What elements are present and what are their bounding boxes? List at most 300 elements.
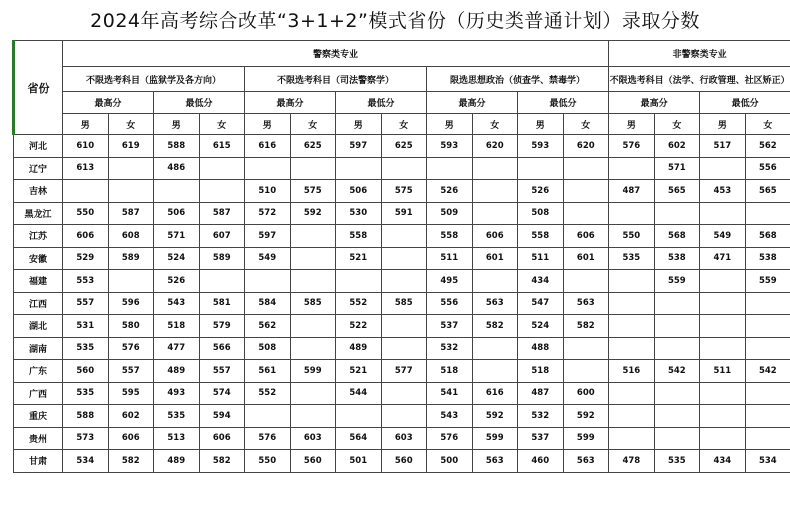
score-cell	[381, 247, 427, 270]
male-header: 男	[336, 114, 382, 135]
subject-header: 不限选考科目（司法警察学）	[245, 67, 427, 92]
score-cell	[609, 157, 655, 180]
score-cell: 486	[154, 157, 200, 180]
score-cell: 579	[199, 315, 245, 338]
score-cell: 511	[427, 247, 473, 270]
score-cell: 434	[700, 450, 746, 473]
score-cell: 487	[518, 382, 564, 405]
score-cell	[381, 157, 427, 180]
score-cell	[472, 360, 518, 383]
max-score-header: 最高分	[609, 92, 700, 114]
score-cell: 508	[245, 337, 291, 360]
province-cell: 河北	[14, 135, 63, 158]
province-cell: 甘肃	[14, 450, 63, 473]
score-cell: 541	[427, 382, 473, 405]
score-cell: 560	[290, 450, 336, 473]
score-cell: 543	[427, 405, 473, 428]
score-cell: 581	[199, 292, 245, 315]
score-cell	[745, 202, 790, 225]
score-cell	[199, 157, 245, 180]
score-cell	[745, 405, 790, 428]
score-cell: 589	[199, 247, 245, 270]
score-cell	[290, 315, 336, 338]
score-cell: 550	[609, 225, 655, 248]
score-cell: 553	[63, 270, 109, 293]
score-cell: 542	[745, 360, 790, 383]
score-cell: 516	[609, 360, 655, 383]
score-cell: 620	[563, 135, 609, 158]
score-cell	[609, 405, 655, 428]
table-row	[14, 360, 790, 383]
score-cell: 594	[199, 405, 245, 428]
score-cell: 535	[63, 382, 109, 405]
score-cell	[336, 270, 382, 293]
table-row	[14, 247, 790, 270]
subject-header: 不限选考科目（法学、行政管理、社区矫正）	[609, 67, 790, 92]
score-cell: 532	[518, 405, 564, 428]
province-header: 省份	[14, 41, 63, 135]
score-cell: 558	[336, 225, 382, 248]
score-cell: 535	[609, 247, 655, 270]
score-cell	[245, 405, 291, 428]
score-cell: 558	[518, 225, 564, 248]
score-cell: 625	[381, 135, 427, 158]
score-cell	[108, 157, 154, 180]
score-cell	[700, 337, 746, 360]
score-cell: 564	[336, 427, 382, 450]
female-header: 女	[199, 114, 245, 135]
score-cell: 500	[427, 450, 473, 473]
score-cell: 606	[108, 427, 154, 450]
score-cell	[700, 405, 746, 428]
province-cell: 湖南	[14, 337, 63, 360]
score-cell	[745, 337, 790, 360]
table-row	[14, 382, 790, 405]
score-cell	[472, 337, 518, 360]
score-cell: 584	[245, 292, 291, 315]
score-cell: 571	[654, 157, 700, 180]
score-cell	[745, 292, 790, 315]
score-cell: 587	[199, 202, 245, 225]
score-cell: 571	[154, 225, 200, 248]
male-header: 男	[609, 114, 655, 135]
score-cell	[654, 202, 700, 225]
score-cell: 607	[199, 225, 245, 248]
score-cell: 602	[108, 405, 154, 428]
max-score-header: 最高分	[427, 92, 518, 114]
score-cell: 535	[654, 450, 700, 473]
score-cell: 511	[518, 247, 564, 270]
score-cell: 588	[63, 405, 109, 428]
score-cell	[700, 292, 746, 315]
score-cell	[381, 315, 427, 338]
score-cell: 521	[336, 247, 382, 270]
province-cell: 辽宁	[14, 157, 63, 180]
score-cell	[654, 337, 700, 360]
score-cell: 489	[154, 450, 200, 473]
score-cell: 591	[381, 202, 427, 225]
province-cell: 吉林	[14, 180, 63, 203]
score-cell: 506	[154, 202, 200, 225]
score-cell: 526	[154, 270, 200, 293]
score-cell: 518	[154, 315, 200, 338]
score-cell: 552	[245, 382, 291, 405]
score-cell: 489	[336, 337, 382, 360]
male-header: 男	[700, 114, 746, 135]
score-cell: 501	[336, 450, 382, 473]
score-cell: 606	[199, 427, 245, 450]
score-cell: 576	[108, 337, 154, 360]
min-score-header: 最低分	[336, 92, 427, 114]
female-header: 女	[381, 114, 427, 135]
score-cell: 506	[336, 180, 382, 203]
score-cell	[609, 427, 655, 450]
score-cell: 563	[472, 292, 518, 315]
table-row	[14, 180, 790, 203]
score-cell: 601	[472, 247, 518, 270]
score-cell: 606	[472, 225, 518, 248]
score-cell: 521	[336, 360, 382, 383]
score-cell: 615	[199, 135, 245, 158]
score-cell	[609, 315, 655, 338]
score-cell: 552	[336, 292, 382, 315]
score-cell: 593	[518, 135, 564, 158]
score-cell	[290, 225, 336, 248]
score-cell: 513	[154, 427, 200, 450]
score-cell: 561	[245, 360, 291, 383]
score-cell	[654, 292, 700, 315]
score-cell: 602	[654, 135, 700, 158]
score-cell: 563	[563, 450, 609, 473]
non-police-group-header: 非警察类专业	[609, 41, 790, 67]
female-header: 女	[108, 114, 154, 135]
score-cell	[745, 382, 790, 405]
score-cell: 529	[63, 247, 109, 270]
table-row	[14, 157, 790, 180]
score-cell: 585	[290, 292, 336, 315]
score-cell	[700, 270, 746, 293]
province-cell: 江苏	[14, 225, 63, 248]
score-cell	[108, 180, 154, 203]
score-cell	[563, 180, 609, 203]
score-cell: 600	[563, 382, 609, 405]
score-cell: 606	[63, 225, 109, 248]
subject-header: 限选思想政治（侦查学、禁毒学）	[427, 67, 609, 92]
score-cell: 592	[472, 405, 518, 428]
score-cell	[472, 157, 518, 180]
table-row	[14, 270, 790, 293]
score-cell: 434	[518, 270, 564, 293]
female-header: 女	[654, 114, 700, 135]
score-cell: 509	[427, 202, 473, 225]
score-cell	[290, 270, 336, 293]
score-cell	[654, 427, 700, 450]
score-cell	[290, 382, 336, 405]
score-cell	[199, 270, 245, 293]
score-cell: 532	[427, 337, 473, 360]
table-row	[14, 427, 790, 450]
score-cell: 616	[472, 382, 518, 405]
score-cell: 508	[518, 202, 564, 225]
score-cell	[700, 427, 746, 450]
score-cell	[108, 270, 154, 293]
score-cell	[381, 382, 427, 405]
score-cell: 565	[654, 180, 700, 203]
score-cell: 544	[336, 382, 382, 405]
female-header: 女	[290, 114, 336, 135]
score-cell	[336, 157, 382, 180]
score-cell: 559	[654, 270, 700, 293]
score-cell: 549	[700, 225, 746, 248]
score-cell: 524	[518, 315, 564, 338]
score-cell	[563, 270, 609, 293]
score-cell	[381, 337, 427, 360]
score-cell: 550	[63, 202, 109, 225]
score-cell: 495	[427, 270, 473, 293]
score-cell: 557	[63, 292, 109, 315]
score-cell: 560	[63, 360, 109, 383]
score-cell: 582	[472, 315, 518, 338]
score-cell: 599	[472, 427, 518, 450]
score-cell: 562	[745, 135, 790, 158]
score-cell: 588	[154, 135, 200, 158]
score-cell: 599	[290, 360, 336, 383]
score-cell: 565	[745, 180, 790, 203]
score-cell: 606	[563, 225, 609, 248]
province-cell: 贵州	[14, 427, 63, 450]
score-cell	[381, 405, 427, 428]
police-group-header: 警察类专业	[63, 41, 609, 67]
province-cell: 江西	[14, 292, 63, 315]
score-cell: 563	[472, 450, 518, 473]
score-cell: 489	[154, 360, 200, 383]
province-cell: 福建	[14, 270, 63, 293]
score-cell: 526	[427, 180, 473, 203]
score-cell: 576	[609, 135, 655, 158]
score-cell: 493	[154, 382, 200, 405]
min-score-header: 最低分	[154, 92, 245, 114]
province-cell: 黑龙江	[14, 202, 63, 225]
score-cell: 558	[427, 225, 473, 248]
score-cell	[472, 202, 518, 225]
score-cell	[563, 360, 609, 383]
male-header: 男	[245, 114, 291, 135]
score-cell: 534	[63, 450, 109, 473]
male-header: 男	[63, 114, 109, 135]
score-cell: 563	[563, 292, 609, 315]
score-cell	[609, 270, 655, 293]
score-cell: 620	[472, 135, 518, 158]
score-cell: 560	[381, 450, 427, 473]
score-cell: 517	[700, 135, 746, 158]
score-cell: 453	[700, 180, 746, 203]
score-cell: 557	[108, 360, 154, 383]
score-cell: 526	[518, 180, 564, 203]
score-cell	[700, 315, 746, 338]
score-cell: 488	[518, 337, 564, 360]
score-cell	[654, 382, 700, 405]
score-cell	[245, 157, 291, 180]
score-cell: 478	[609, 450, 655, 473]
score-cell: 585	[381, 292, 427, 315]
score-cell: 556	[745, 157, 790, 180]
male-header: 男	[427, 114, 473, 135]
score-cell	[563, 202, 609, 225]
score-cell	[700, 157, 746, 180]
score-cell	[290, 405, 336, 428]
score-cell	[609, 202, 655, 225]
score-cell: 616	[245, 135, 291, 158]
score-cell: 537	[518, 427, 564, 450]
score-cell: 549	[245, 247, 291, 270]
table-row	[14, 135, 790, 158]
score-cell: 559	[745, 270, 790, 293]
score-cell: 568	[745, 225, 790, 248]
score-cell: 531	[63, 315, 109, 338]
score-cell	[609, 382, 655, 405]
score-cell: 619	[108, 135, 154, 158]
score-cell	[563, 337, 609, 360]
table-row	[14, 315, 790, 338]
score-cell	[63, 180, 109, 203]
score-cell: 487	[609, 180, 655, 203]
score-cell: 556	[427, 292, 473, 315]
score-cell: 610	[63, 135, 109, 158]
max-score-header: 最高分	[245, 92, 336, 114]
score-cell: 543	[154, 292, 200, 315]
score-cell: 538	[654, 247, 700, 270]
score-cell: 597	[336, 135, 382, 158]
score-cell	[563, 157, 609, 180]
score-cell: 566	[199, 337, 245, 360]
min-score-header: 最低分	[700, 92, 790, 114]
score-cell: 535	[154, 405, 200, 428]
score-cell	[700, 202, 746, 225]
score-cell: 460	[518, 450, 564, 473]
score-cell	[472, 180, 518, 203]
score-cell	[290, 337, 336, 360]
table-row	[14, 292, 790, 315]
score-cell	[654, 405, 700, 428]
max-score-header: 最高分	[63, 92, 154, 114]
score-cell: 576	[427, 427, 473, 450]
score-cell	[290, 247, 336, 270]
province-cell: 广西	[14, 382, 63, 405]
score-cell: 580	[108, 315, 154, 338]
score-cell: 582	[563, 315, 609, 338]
province-cell: 安徽	[14, 247, 63, 270]
province-cell: 湖北	[14, 315, 63, 338]
score-cell: 537	[427, 315, 473, 338]
admission-score-table	[12, 40, 790, 473]
score-cell: 522	[336, 315, 382, 338]
score-cell: 576	[245, 427, 291, 450]
subject-header: 不限选考科目（监狱学及各方向）	[63, 67, 245, 92]
score-cell: 587	[108, 202, 154, 225]
score-cell	[427, 157, 473, 180]
score-cell	[518, 157, 564, 180]
province-cell: 广东	[14, 360, 63, 383]
score-cell: 593	[427, 135, 473, 158]
score-cell	[381, 270, 427, 293]
score-cell: 582	[199, 450, 245, 473]
score-cell: 538	[745, 247, 790, 270]
score-cell: 575	[290, 180, 336, 203]
score-cell	[654, 315, 700, 338]
male-header: 男	[154, 114, 200, 135]
score-cell: 510	[245, 180, 291, 203]
score-cell: 511	[700, 360, 746, 383]
score-cell: 530	[336, 202, 382, 225]
female-header: 女	[472, 114, 518, 135]
score-cell: 599	[563, 427, 609, 450]
table-row	[14, 202, 790, 225]
score-cell: 524	[154, 247, 200, 270]
score-cell	[381, 225, 427, 248]
score-cell: 534	[745, 450, 790, 473]
score-cell	[745, 315, 790, 338]
score-cell	[745, 427, 790, 450]
score-cell: 596	[108, 292, 154, 315]
score-cell: 568	[654, 225, 700, 248]
score-cell	[199, 180, 245, 203]
score-cell: 518	[518, 360, 564, 383]
score-cell: 518	[427, 360, 473, 383]
score-cell: 597	[245, 225, 291, 248]
score-cell: 574	[199, 382, 245, 405]
score-cell: 535	[63, 337, 109, 360]
page-title: 2024年高考综合改革“3+1+2”模式省份（历史类普通计划）录取分数	[90, 10, 700, 32]
score-cell: 608	[108, 225, 154, 248]
table-row	[14, 450, 790, 473]
score-cell: 625	[290, 135, 336, 158]
score-cell: 477	[154, 337, 200, 360]
score-cell: 592	[290, 202, 336, 225]
score-cell	[472, 270, 518, 293]
score-cell: 575	[381, 180, 427, 203]
score-cell: 550	[245, 450, 291, 473]
score-cell: 589	[108, 247, 154, 270]
score-cell	[154, 180, 200, 203]
score-cell	[609, 292, 655, 315]
score-cell: 577	[381, 360, 427, 383]
score-cell	[609, 337, 655, 360]
score-cell: 603	[290, 427, 336, 450]
score-cell	[245, 270, 291, 293]
score-cell: 573	[63, 427, 109, 450]
score-cell: 542	[654, 360, 700, 383]
score-cell: 601	[563, 247, 609, 270]
female-header: 女	[563, 114, 609, 135]
score-cell: 595	[108, 382, 154, 405]
table-row	[14, 405, 790, 428]
province-cell: 重庆	[14, 405, 63, 428]
score-cell: 471	[700, 247, 746, 270]
score-cell: 592	[563, 405, 609, 428]
score-cell	[336, 405, 382, 428]
min-score-header: 最低分	[518, 92, 609, 114]
female-header: 女	[745, 114, 790, 135]
score-cell: 582	[108, 450, 154, 473]
table-row	[14, 337, 790, 360]
score-cell	[700, 382, 746, 405]
score-cell: 613	[63, 157, 109, 180]
table-row	[14, 225, 790, 248]
score-cell: 603	[381, 427, 427, 450]
male-header: 男	[518, 114, 564, 135]
score-cell: 547	[518, 292, 564, 315]
score-cell	[290, 157, 336, 180]
